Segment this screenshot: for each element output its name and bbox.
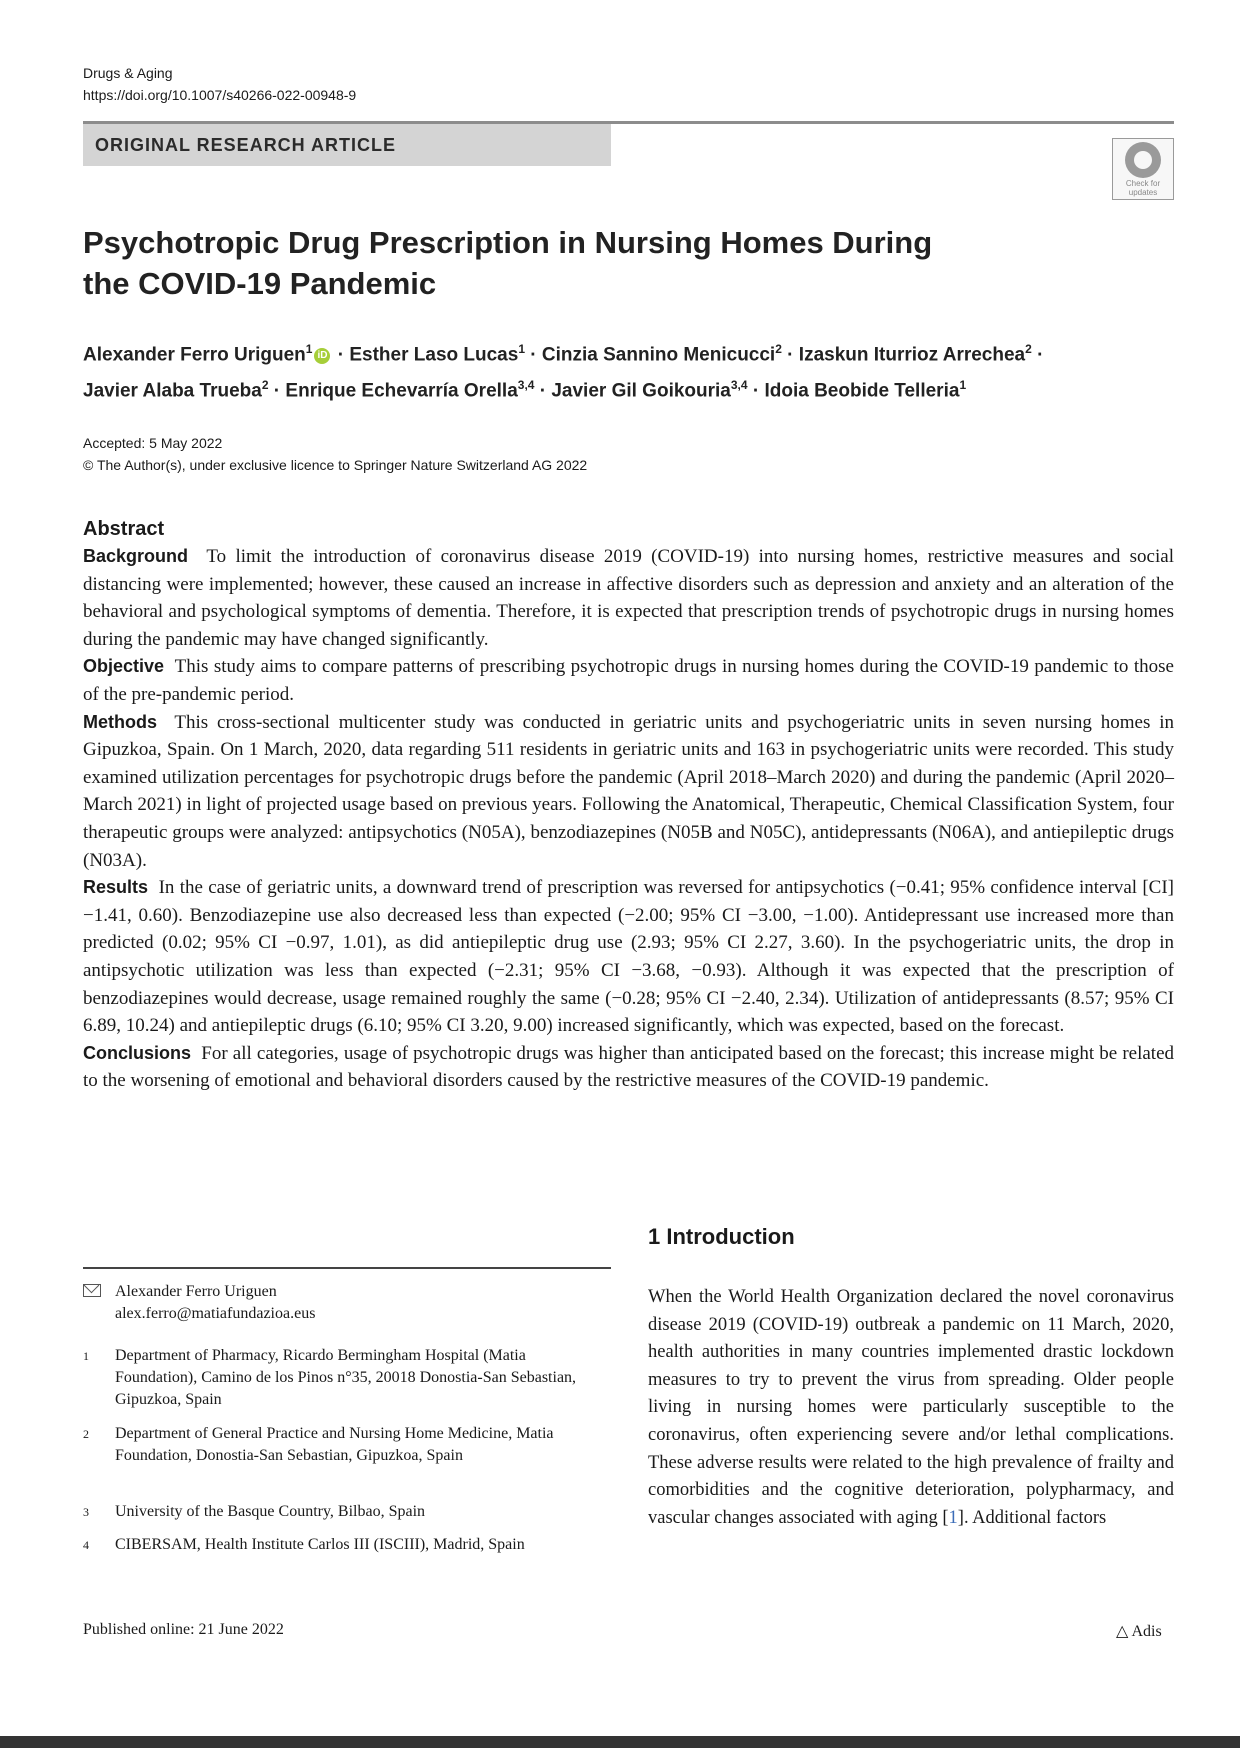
author-affiliation: 1 <box>305 342 313 356</box>
background-label: Background <box>83 546 189 566</box>
affiliation-footnote <box>83 1534 611 1556</box>
affiliation-footnote <box>83 1423 611 1467</box>
correspondence-email[interactable]: alex.ferro@matiafundazioa.eus <box>115 1305 316 1322</box>
abstract-methods <box>83 709 1174 875</box>
author-affiliation: 3,4 <box>730 378 748 393</box>
affiliation-number: 2 <box>83 1427 89 1441</box>
bookmark-icon <box>1125 142 1161 178</box>
introduction-body: When the World Health Organization declared the novel coronavirus disease 2019 (COVID-19) outbreak a pandemic on 11 March, 2020, health authorities in many countries implemented drastic lockdown measures to try to prevent the virus from spreading. Older people living in nursing homes were particularly susceptible to the coronavirus, often experiencing severe and/or lethal complications. These adverse results were related to the high prevalence of frailty and comorbidities and the cognitive deterioration, polypharmacy, and vascular changes associated with aging [ <box>648 1287 1174 1528</box>
author-name[interactable]: Idoia Beobide Telleria <box>764 380 960 402</box>
adis-triangle-icon: △ <box>1116 1623 1129 1640</box>
correspondence-footnote <box>83 1281 611 1325</box>
author-affiliation: 2 <box>261 378 269 393</box>
orcid-icon[interactable]: iD <box>314 348 330 364</box>
accepted-date: Accepted: 5 May 2022 <box>83 435 223 451</box>
abstract-results <box>83 874 1174 1040</box>
author-list: Alexander Ferro Uriguen$^1$ iD · Esther Laso Lucas$^1$ · Cinzia Sannino Menicucci$^2$ · Izaskun Iturrioz Arrechea$^2$ · Javier Alaba Trueba$^2$ · Enrique Echevarría Orella$^{3,4}$ · Javier Gil Goikouria$^{3,4}$ · Idoia Beobide Telleria$^1$ <box>83 342 1044 402</box>
conclusions-text: For all categories, usage of psychotropic drugs was higher than anticipated based on the forecast; this increase might be related to the worsening of emotional and behavioral disorders caused by the restrictive measures of the COVID-19 pandemic. <box>83 1042 1175 1092</box>
citation-link[interactable]: 1 <box>948 1507 958 1528</box>
results-label: Results <box>83 877 149 898</box>
abstract-heading: Abstract <box>83 518 165 540</box>
affiliation-text: Department of Pharmacy, Ricardo Bermingham Hospital (Matia Foundation), Camino de los Pinos n°35, 20018 Donostia-San Sebastian, Gipuzkoa, Spain <box>115 1347 577 1408</box>
doi-link[interactable]: https://doi.org/10.1007/s40266-022-00948-9 <box>83 87 357 103</box>
objective-text: This study aims to compare patterns of prescribing psychotropic drugs in nursing homes during the COVID-19 pandemic to those of the pre-pandemic period. <box>83 656 1174 705</box>
affiliation-text: Department of General Practice and Nursing Home Medicine, Matia Foundation, Donostia-San Sebastian, Gipuzkoa, Spain <box>115 1425 554 1464</box>
published-date: Published online: 21 June 2022 <box>83 1621 284 1638</box>
affiliation-number: 3 <box>83 1505 89 1519</box>
journal-info <box>83 62 356 106</box>
viewer-bottom-bar <box>0 1736 1240 1748</box>
article-type-banner: ORIGINAL RESEARCH ARTICLE <box>83 124 611 166</box>
publisher-name: Adis <box>1131 1623 1162 1640</box>
introduction-text <box>648 1284 1174 1532</box>
article-title: Psychotropic Drug Prescription in Nursing Homes During the COVID-19 Pandemic <box>83 225 933 301</box>
author-name[interactable]: Javier Alaba Trueba <box>83 380 262 402</box>
correspondence-name: Alexander Ferro Uriguen <box>115 1283 277 1300</box>
objective-label: Objective <box>83 656 165 677</box>
author-affiliation: 3,4 <box>517 378 535 393</box>
affiliation-number: 1 <box>83 1349 89 1363</box>
author-name[interactable]: Izaskun Iturrioz Arrechea <box>798 344 1026 366</box>
author-name[interactable]: Enrique Echevarría Orella <box>285 380 518 402</box>
journal-name: Drugs & Aging <box>83 65 173 81</box>
affiliation-text: University of the Basque Country, Bilbao, Spain <box>115 1503 426 1520</box>
abstract-section <box>83 515 1174 1095</box>
introduction-heading: 1 Introduction <box>648 1224 795 1249</box>
abstract-conclusions <box>83 1040 1174 1095</box>
author-affiliation: 2 <box>775 342 782 356</box>
methods-text: This cross-sectional multicenter study was conducted in geriatric units and psychogeriatric units in seven nursing homes in Gipuzkoa, Spain. On 1 March, 2020, data regarding 511 residents in geriatric units and 163 in psychogeriatric units were recorded. This study examined utilization percentages for psychotropic drugs before the pandemic (April 2018–March 2020) and during the pandemic (April 2020–March 2021) in light of projected usage based on previous years. Following the Anatomical, Therapeutic, Chemical Classification System, four therapeutic groups were analyzed: antipsychotics (N05A), benzodiazepines (N05B and N05C), antidepressants (N06A), and antiepileptic drugs (N03A). <box>83 711 1174 871</box>
affiliation-number: 4 <box>83 1538 89 1552</box>
introduction-body-cont: ]. Additional factors <box>957 1507 1107 1528</box>
affiliation-footnote <box>83 1501 611 1523</box>
check-for-updates-badge[interactable] <box>1112 138 1174 200</box>
conclusions-label: Conclusions <box>83 1042 192 1063</box>
check-updates-label: Check for updates <box>1125 179 1161 197</box>
footnote-rule <box>83 1267 611 1269</box>
affiliation-text: CIBERSAM, Health Institute Carlos III (ISCIII), Madrid, Spain <box>115 1536 525 1553</box>
author-affiliation: 1 <box>518 342 525 356</box>
author-name[interactable]: Alexander Ferro Uriguen <box>83 344 306 366</box>
author-name[interactable]: Javier Gil Goikouria <box>551 380 731 402</box>
publisher-logo <box>1116 1621 1162 1641</box>
abstract-objective <box>83 653 1174 708</box>
results-text: In the case of geriatric units, a downward trend of prescription was reversed for antipsychotics (−0.41; 95% confidence interval [CI] −1.41, 0.60). Benzodiazepine use also decreased less than expected (−2.00; 95% CI −3.00, −1.00). Antidepressant use increased more than predicted (0.02; 95% CI −0.97, 1.01), as did antiepileptic drug use (2.93; 95% CI 2.27, 3.60). In the psychogeriatric units, the drop in antipsychotic utilization was less than expected (−2.31; 95% CI −3.68, −0.93). Although it was expected that the prescription of benzodiazepines would decrease, usage remained roughly the same (−0.28; 95% CI −2.40, 2.34). Utilization of antidepressants (8.57; 95% CI 6.89, 10.24) and antiepileptic drugs (6.10; 95% CI 3.20, 9.00) increased significantly, which was expected, based on the forecast. <box>83 877 1175 1037</box>
mail-icon <box>83 1281 103 1303</box>
affiliation-footnote <box>83 1345 611 1411</box>
author-name[interactable]: Esther Laso Lucas <box>349 344 519 366</box>
author-name[interactable]: Cinzia Sannino Menicucci <box>541 344 776 366</box>
methods-label: Methods <box>83 711 157 732</box>
abstract-background <box>83 543 1174 653</box>
author-affiliation: 2 <box>1025 342 1032 356</box>
author-affiliation: 1 <box>959 378 967 393</box>
article-meta <box>83 432 587 476</box>
background-text: To limit the introduction of coronavirus disease 2019 (COVID-19) into nursing homes, restrictive measures and social distancing were implemented; however, these caused an increase in affective disorders such as depression and anxiety and an alteration of the behavioral and psychological symptoms of dementia. Therefore, it is expected that prescription trends of psychotropic drugs in nursing homes during the pandemic may have changed significantly. <box>83 546 1174 650</box>
copyright-line: © The Author(s), under exclusive licence to Springer Nature Switzerland AG 2022 <box>83 457 588 473</box>
